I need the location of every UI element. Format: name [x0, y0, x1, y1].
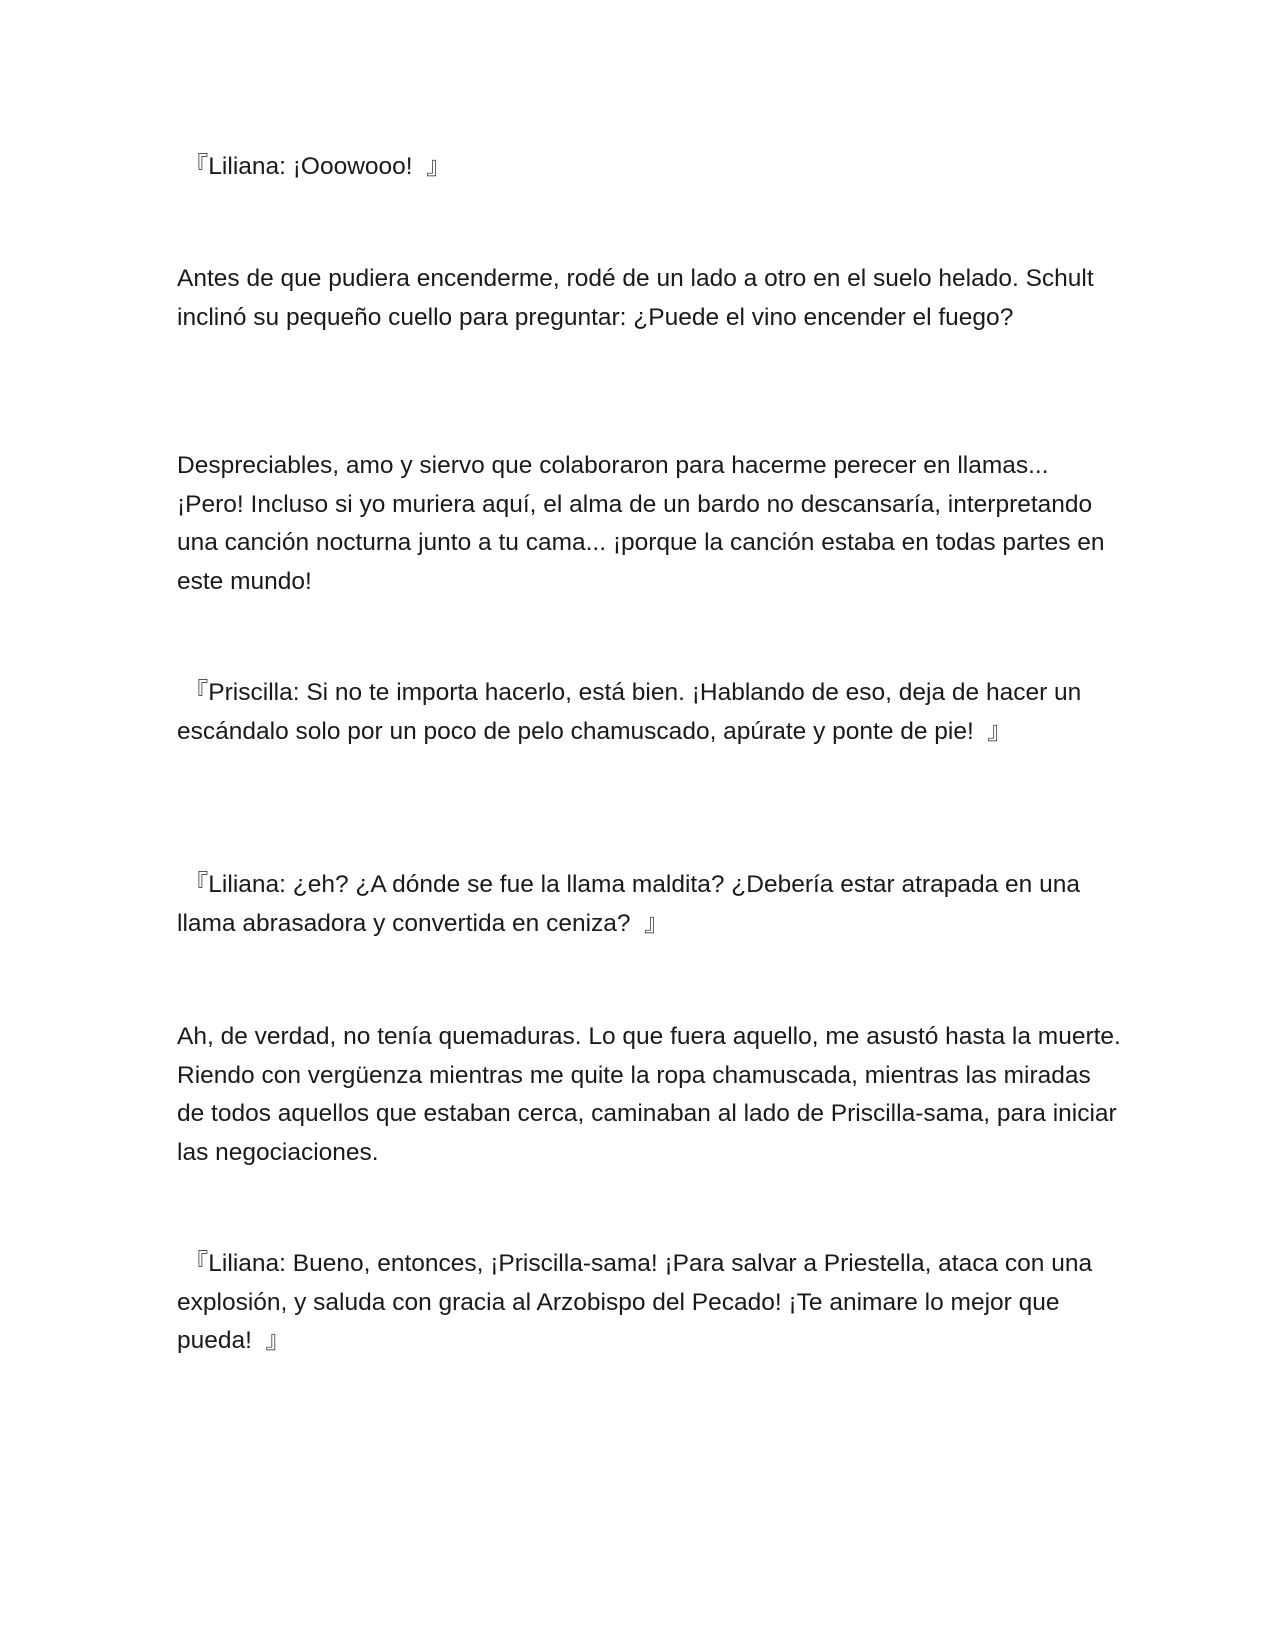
dialogue-liliana-cheer: 『Liliana: Bueno, entonces, ¡Priscilla-sama! ¡Para salvar a Priestella, ataca con una explosión, y saluda con gracia al Arzobispo del Pecado! ¡Te animare lo mejor que pueda! 』	[177, 1250, 1093, 1354]
narration-paragraph-bard-soul: Despreciables, amo y siervo que colaboraron para hacerme perecer en llamas... ¡Pero! Incluso si yo muriera aquí, el alma de un bardo no descansaría, interpretando una canción nocturna junto a tu cama... ¡porque la canción estaba en todas partes en este mundo!	[177, 452, 1105, 595]
dialogue-liliana-ooowooo: 『Liliana: ¡Ooowooo! 』	[177, 153, 451, 180]
dialogue-priscilla-stand-up: 『Priscilla: Si no te importa hacerlo, está bien. ¡Hablando de eso, deja de hacer un escándalo solo por un poco de pelo chamuscado, apúrate y ponte de pie! 』	[177, 679, 1082, 745]
dialogue-liliana-cursed-flame: 『Liliana: ¿eh? ¿A dónde se fue la llama maldita? ¿Debería estar atrapada en una llama abrasadora y convertida en ceniza? 』	[177, 871, 1080, 937]
narration-paragraph-rolling: Antes de que pudiera encenderme, rodé de un lado a otro en el suelo helado. Schult inclinó su pequeño cuello para preguntar: ¿Puede el vino encender el fuego?	[177, 265, 1094, 331]
narration-paragraph-no-burns: Ah, de verdad, no tenía quemaduras. Lo que fuera aquello, me asustó hasta la muerte. Riendo con vergüenza mientras me quite la ropa chamuscada, mientras las miradas de todos aquellos que estaban cerca, caminaban al lado de Priscilla-sama, para iniciar las negociaciones.	[177, 1023, 1121, 1166]
